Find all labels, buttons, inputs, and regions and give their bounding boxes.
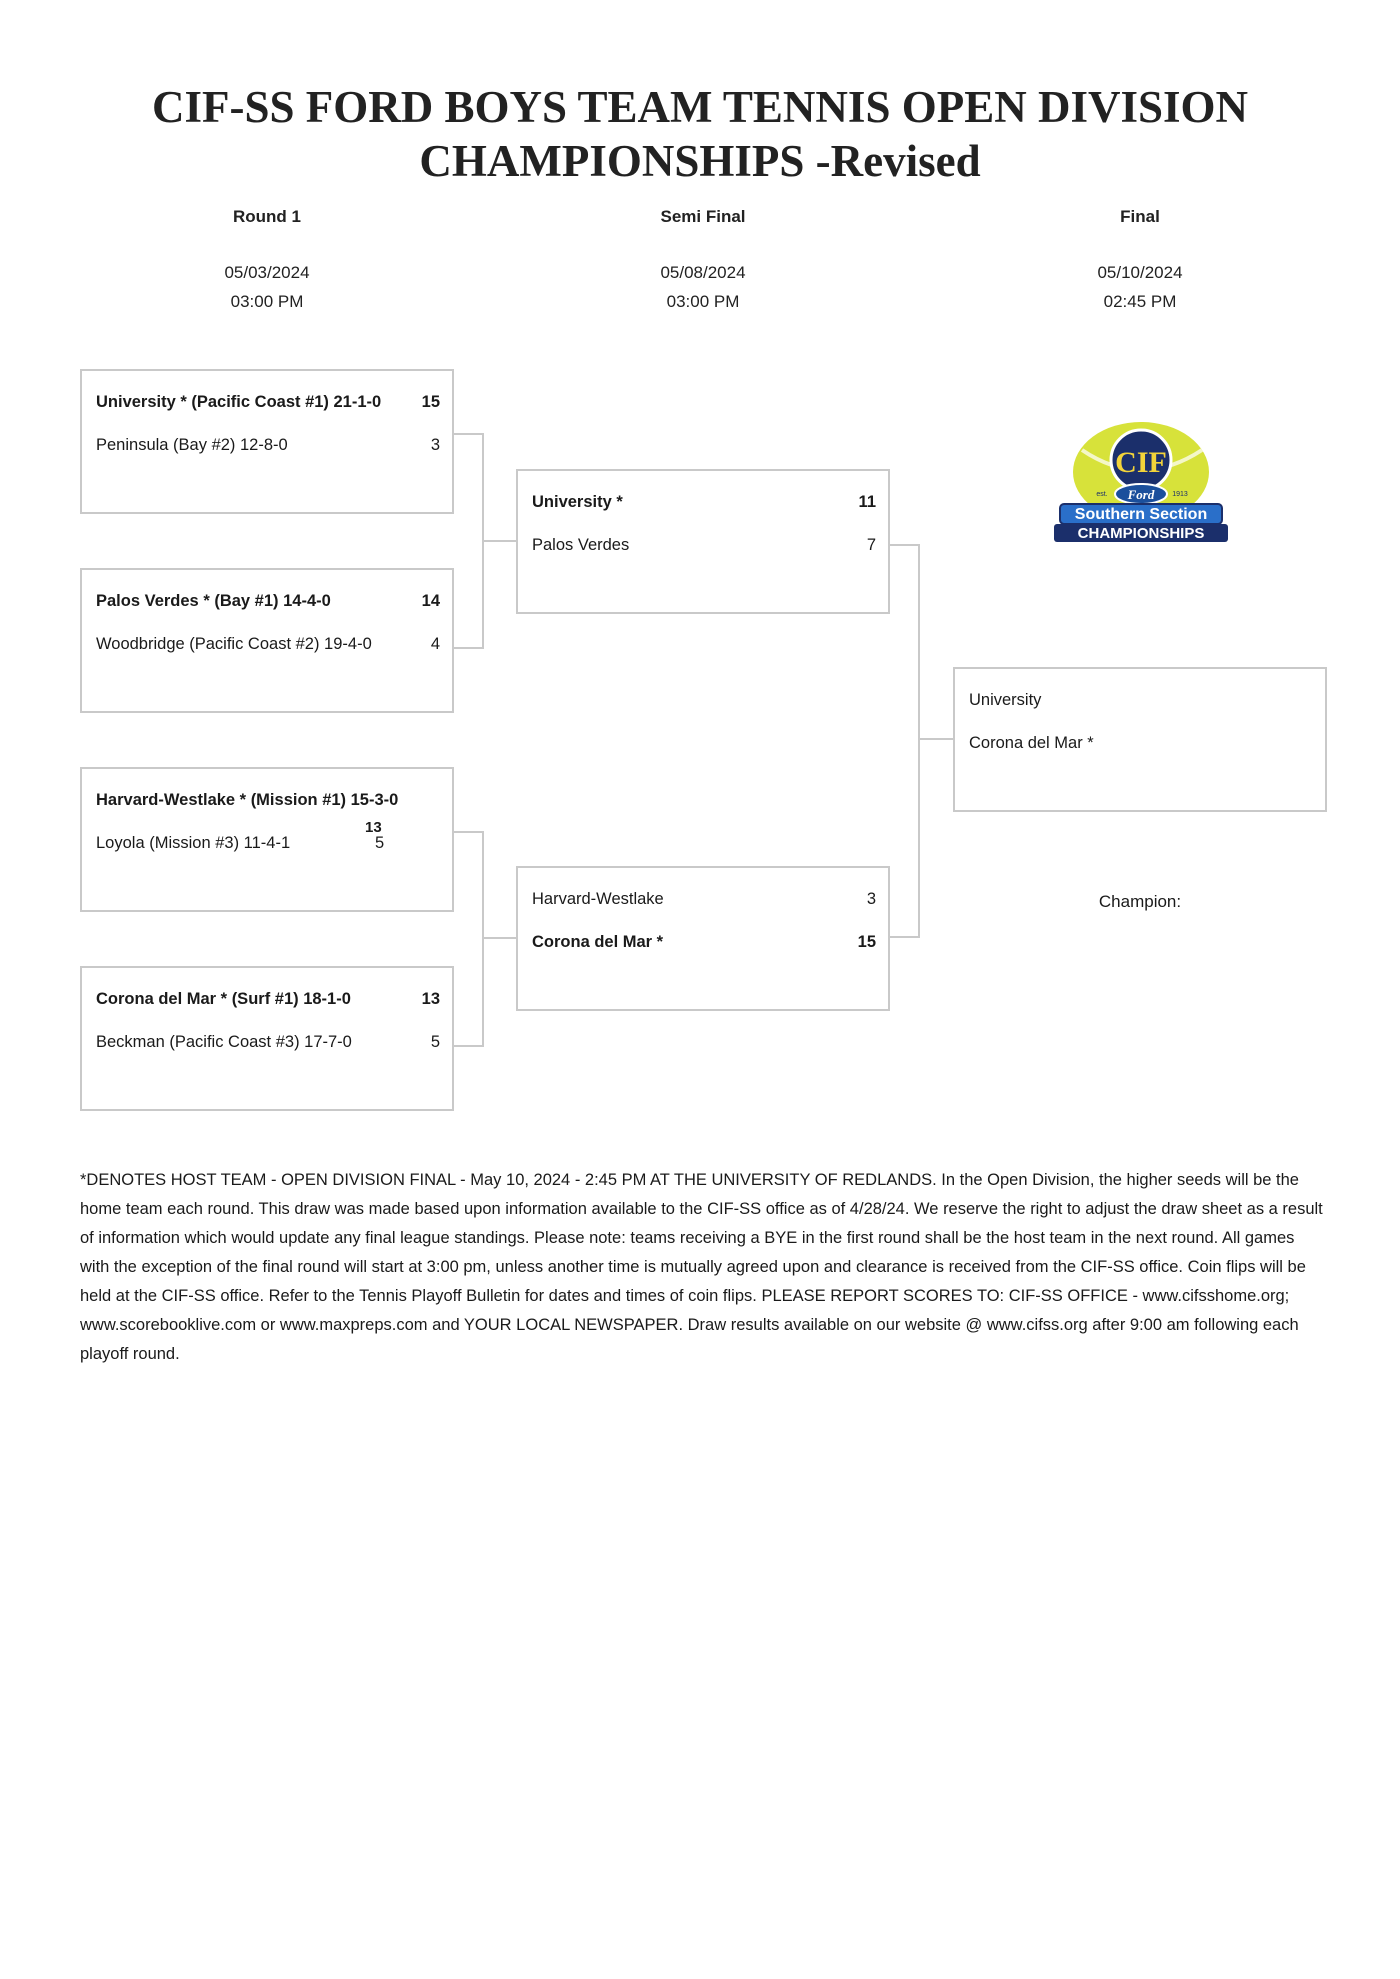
round-date: 05/08/2024 [660,263,746,282]
team-score: 3 [866,890,876,908]
round-time: 03:00 PM [230,292,304,311]
team-name: Corona del Mar * [532,933,664,951]
team-name: University [969,691,1042,709]
team-name: Harvard-Westlake * (Mission #1) 15-3-0 [96,791,399,809]
title-line-2: CHAMPIONSHIPS -Revised [419,136,981,186]
team-name: Palos Verdes * (Bay #1) 14-4-0 [96,592,331,610]
team-score: 13 [365,819,382,836]
team-name: Corona del Mar * [969,734,1094,752]
host-team-note: *DENOTES HOST TEAM - OPEN DIVISION FINAL - May 10, 2024 - 2:45 PM AT THE UNIVERSITY OF REDLANDS. In the Open Division, the higher seeds will be the home team each round. This draw was made based upon information available to the CIF-SS office as of 4/28/24. We reserve the right to adjust the draw sheet as a result of information which would update any final league standings. Please note: teams receiving a BYE in the first round shall be the host team in the next round. All games with the exception of the final round will start at 3:00 pm, unless another time is mutually agreed upon and clearance is received from the CIF-SS office. Coin flips will be held at the CIF-SS office. Refer to the Tennis Playoff Bulletin for dates and times of coin flips. PLEASE REPORT SCORES TO: CIF-SS OFFICE - www.cifsshome.org; www.scorebooklive.com or www.maxpreps.com and YOUR LOCAL NEWSPAPER. Draw results available on our website @ www.cifss.org after 9:00 am following each playoff round. [80,1171,1323,1363]
champion-label: Champion: [1098,892,1182,911]
page-title [0,80,1400,188]
semifinal-match-2 [516,866,890,1011]
bracket-line [918,544,920,938]
ford-text: Ford [1127,487,1155,502]
team-name: University * [532,493,623,511]
team-name: Harvard-Westlake [532,890,664,908]
southern-section-text: Southern Section [1074,506,1208,523]
bracket-line [918,738,953,740]
team-name: Palos Verdes [532,536,630,554]
team-name: Beckman (Pacific Coast #3) 17-7-0 [96,1033,352,1051]
round1-match-4 [80,966,454,1111]
team-name: Woodbridge (Pacific Coast #2) 19-4-0 [96,635,372,653]
team-score: 13 [421,990,440,1008]
semifinal-match-1 [516,469,890,614]
round-name: Final [1120,207,1160,226]
round1-match-1 [80,369,454,514]
team-score: 15 [421,393,440,411]
round-time: 03:00 PM [666,292,740,311]
team-name: University * (Pacific Coast #1) 21-1-0 [96,393,382,411]
bracket-line [454,831,484,833]
team-name: Corona del Mar * (Surf #1) 18-1-0 [96,990,351,1008]
team-score: 5 [430,1033,440,1051]
team-name: Peninsula (Bay #2) 12-8-0 [96,436,288,454]
bracket-line [454,433,484,435]
final-match [953,667,1327,812]
bracket-line [890,544,920,546]
team-name: Loyola (Mission #3) 11-4-1 [96,834,291,852]
championships-text: CHAMPIONSHIPS [1077,525,1205,542]
round-name: Round 1 [233,207,301,226]
round-name: Semi Final [660,207,746,226]
est-text: est. [1096,491,1108,498]
round-date: 05/03/2024 [224,263,310,282]
cif-ford-championships-logo [1052,420,1230,544]
bracket-line [454,1045,484,1047]
round-date: 05/10/2024 [1097,263,1183,282]
title-line-1: CIF-SS FORD BOYS TEAM TENNIS OPEN DIVISION [151,82,1249,132]
team-score: 14 [421,592,440,610]
round1-match-3 [80,767,454,912]
round1-match-2 [80,568,454,713]
year-text: 1913 [1172,491,1188,498]
team-score: 3 [430,436,440,454]
bracket-line [890,936,920,938]
team-score: 5 [375,834,385,852]
team-score: 7 [866,536,876,554]
team-score: 15 [857,933,876,951]
bracket-line [482,831,484,1047]
bracket-line [454,647,484,649]
cif-text: CIF [1115,446,1167,479]
team-score: 11 [858,493,876,511]
bracket-line [482,540,516,542]
team-score: 4 [430,635,440,653]
round-time: 02:45 PM [1103,292,1177,311]
bracket-line [482,937,516,939]
